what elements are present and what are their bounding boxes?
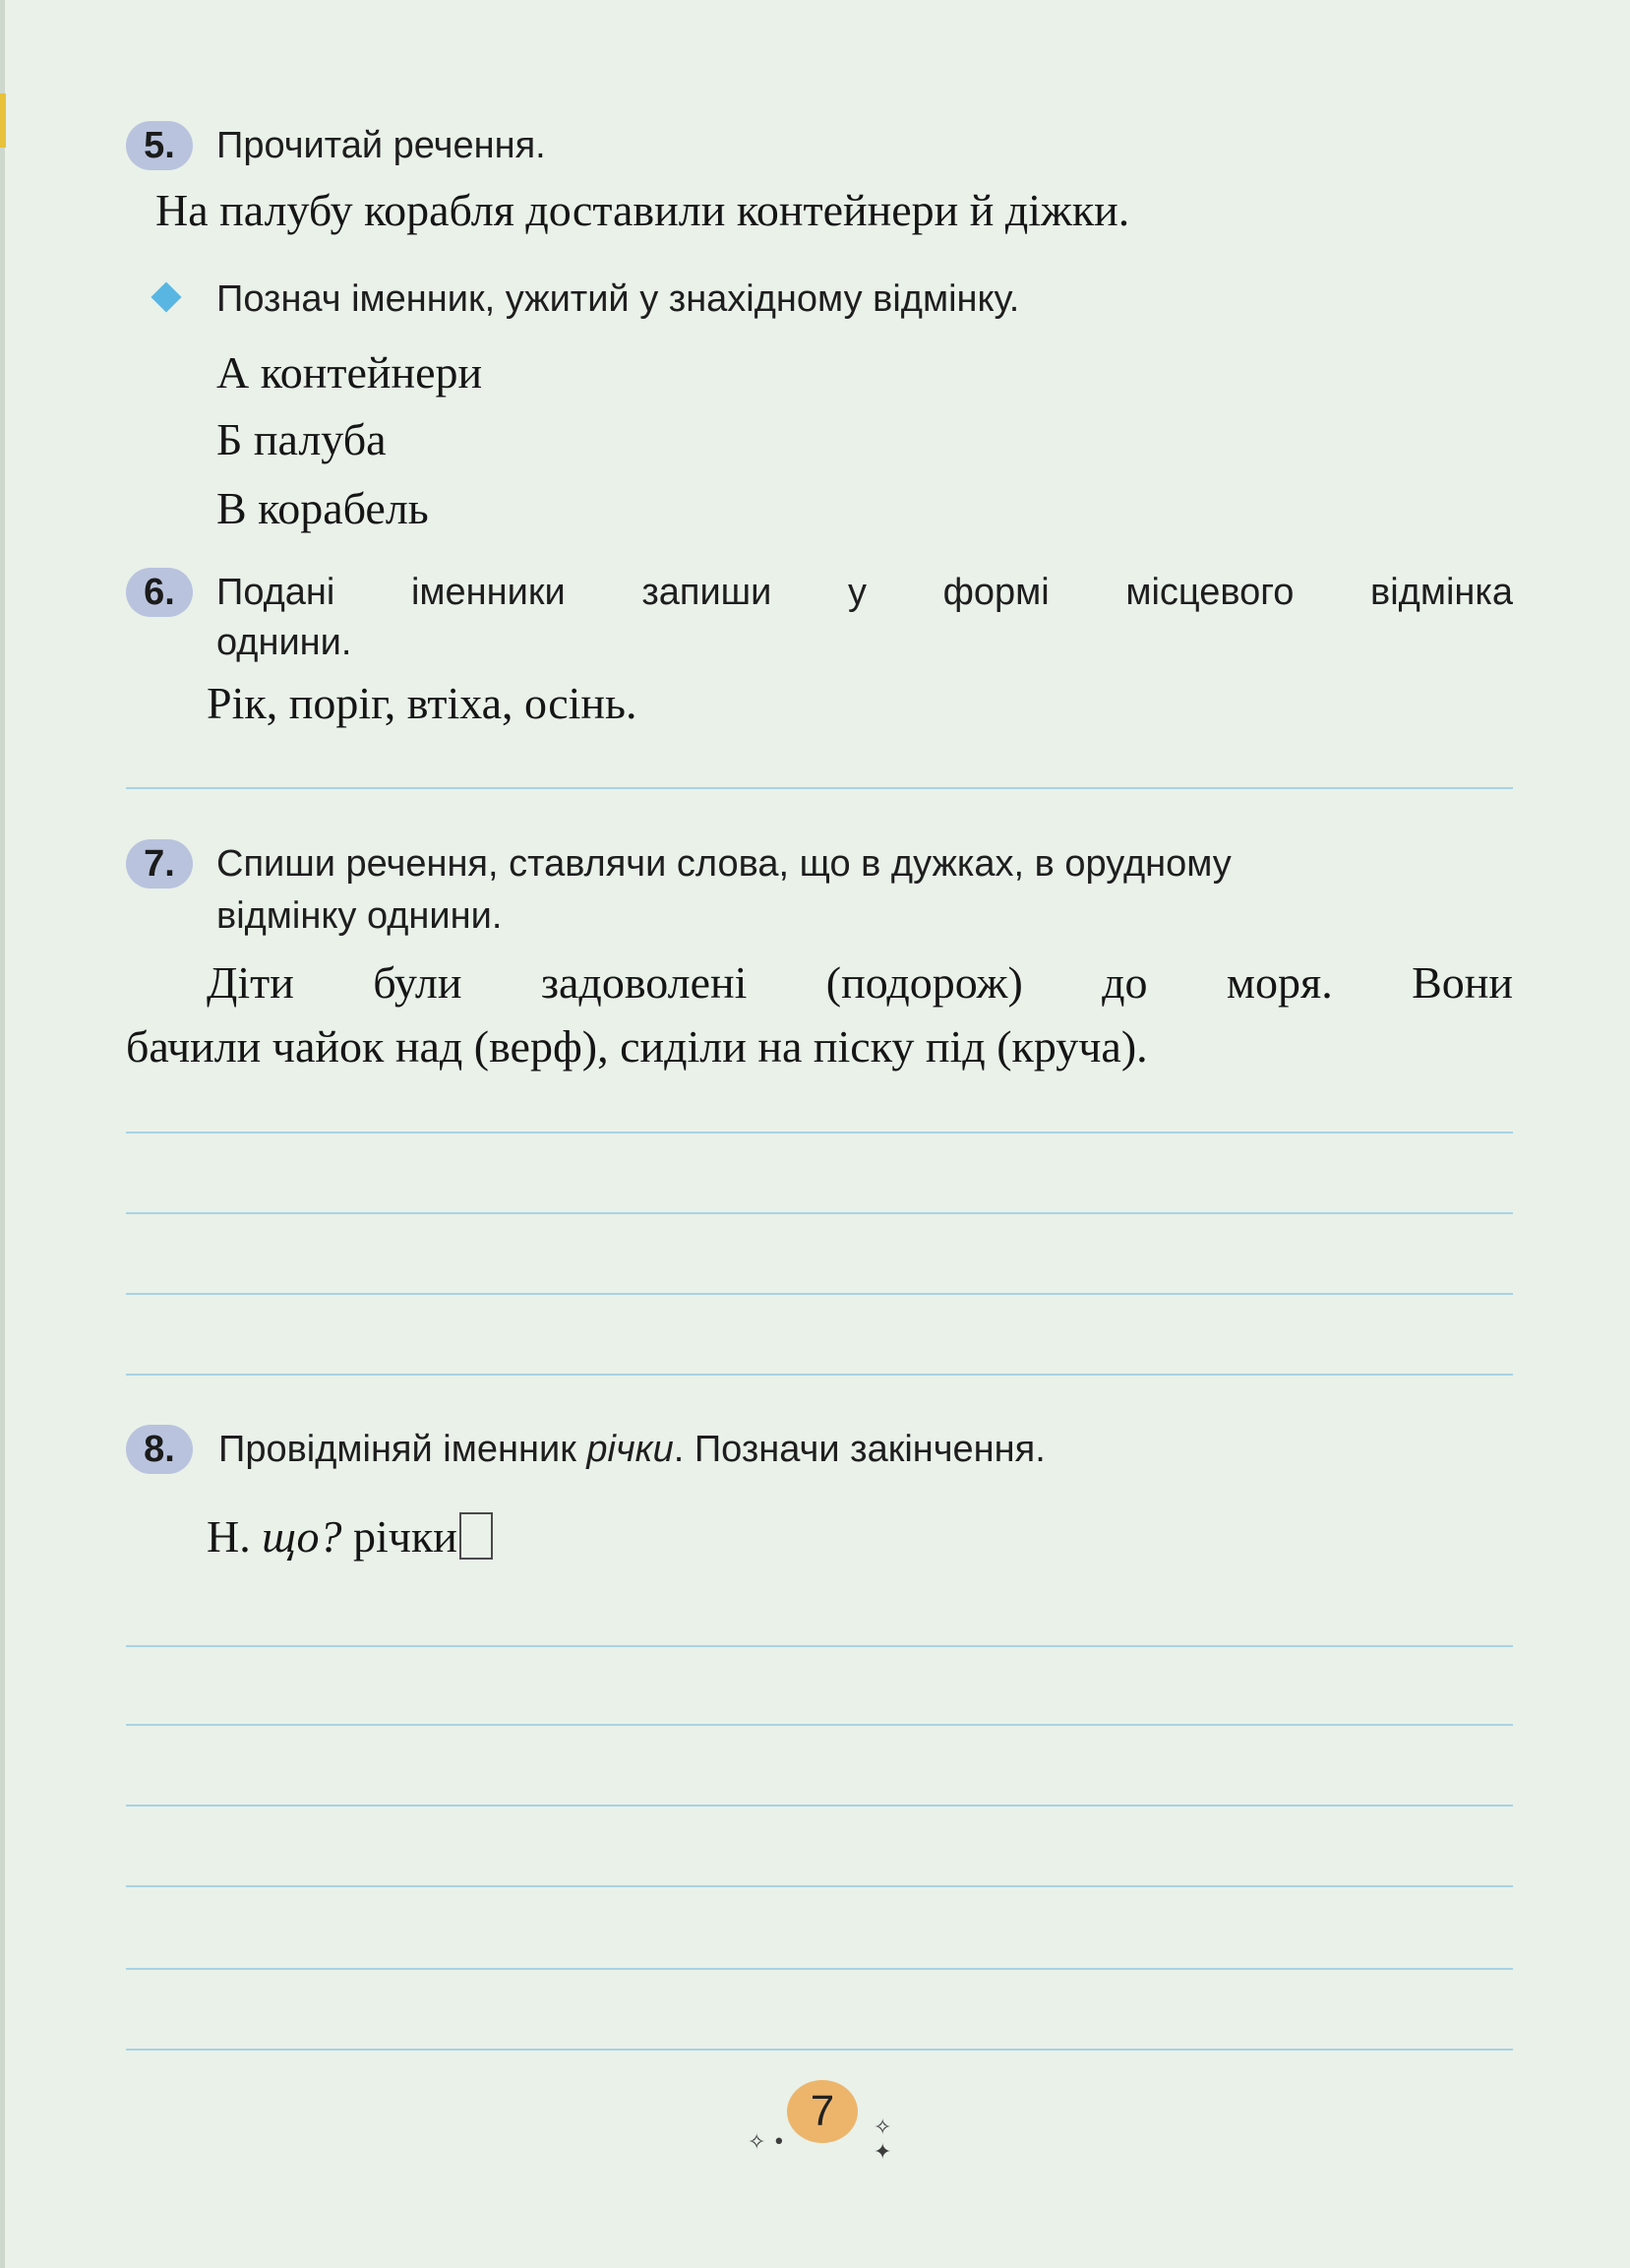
task-6-instruction-line1: Подані іменники запиши у формі місцевого відмінка: [216, 572, 1513, 613]
writing-line[interactable]: [126, 1968, 1513, 1970]
task-6-number-badge: 6.: [126, 568, 193, 617]
page-edge: [0, 0, 5, 2268]
writing-line[interactable]: [126, 1212, 1513, 1214]
task-5-sentence: На палубу корабля доставили контейнери й діжки.: [155, 185, 1130, 235]
task-5-option-b[interactable]: Б палуба: [216, 414, 387, 464]
case-label: Н.: [207, 1511, 251, 1562]
page-edge-marker: [0, 93, 6, 148]
writing-line[interactable]: [126, 2049, 1513, 2051]
task-5-number-badge: 5.: [126, 121, 193, 170]
task-7-text-line2: бачили чайок над (верф), сиділи на піску під (круча).: [126, 1021, 1148, 1072]
writing-line[interactable]: [126, 1645, 1513, 1647]
task-8-declension-row: [207, 1510, 493, 1563]
task-7-instruction-line2: відмінку однини.: [216, 895, 503, 937]
task-5-instruction: Прочитай речення.: [216, 125, 546, 166]
case-question: що?: [262, 1511, 342, 1562]
task-8-number-badge: 8.: [126, 1425, 193, 1474]
left-star-ornament-icon: ✧ •: [748, 2130, 786, 2155]
writing-line[interactable]: [126, 1805, 1513, 1807]
task-6-instruction-line2: однини.: [216, 622, 352, 663]
task-8-instruction: [218, 1425, 1046, 1474]
task-6-words: Рік, поріг, втіха, осінь.: [207, 678, 637, 728]
task-7-number-badge: 7.: [126, 839, 193, 889]
task-8-instruction-end: . Позначи закінчення.: [673, 1429, 1046, 1470]
right-star-ornament-icon: ✧ ✦: [874, 2115, 892, 2165]
task-5-option-c[interactable]: В корабель: [216, 483, 429, 533]
writing-line[interactable]: [126, 1132, 1513, 1134]
task-7-text-line1: Діти були задоволені (подорож) до моря. Вони: [207, 957, 1513, 1008]
ending-box[interactable]: [459, 1512, 493, 1560]
task-8-instruction-start: Провідміняй іменник: [218, 1429, 587, 1470]
page-number: 7: [787, 2080, 858, 2143]
writing-line[interactable]: [126, 1724, 1513, 1726]
task-5-subtask: Познач іменник, ужитий у знахідному відмінку.: [216, 278, 1020, 320]
task-5-option-a[interactable]: А контейнери: [216, 347, 483, 398]
writing-line[interactable]: [126, 1885, 1513, 1887]
task-8-instruction-word: річки: [586, 1429, 674, 1470]
bullet-diamond-icon: [151, 281, 181, 312]
writing-line[interactable]: [126, 787, 1513, 789]
writing-line[interactable]: [126, 1293, 1513, 1295]
case-word: річки: [353, 1511, 457, 1562]
writing-line[interactable]: [126, 1374, 1513, 1376]
task-7-instruction-line1: Спиши речення, ставлячи слова, що в дужках, в орудному: [216, 843, 1232, 885]
